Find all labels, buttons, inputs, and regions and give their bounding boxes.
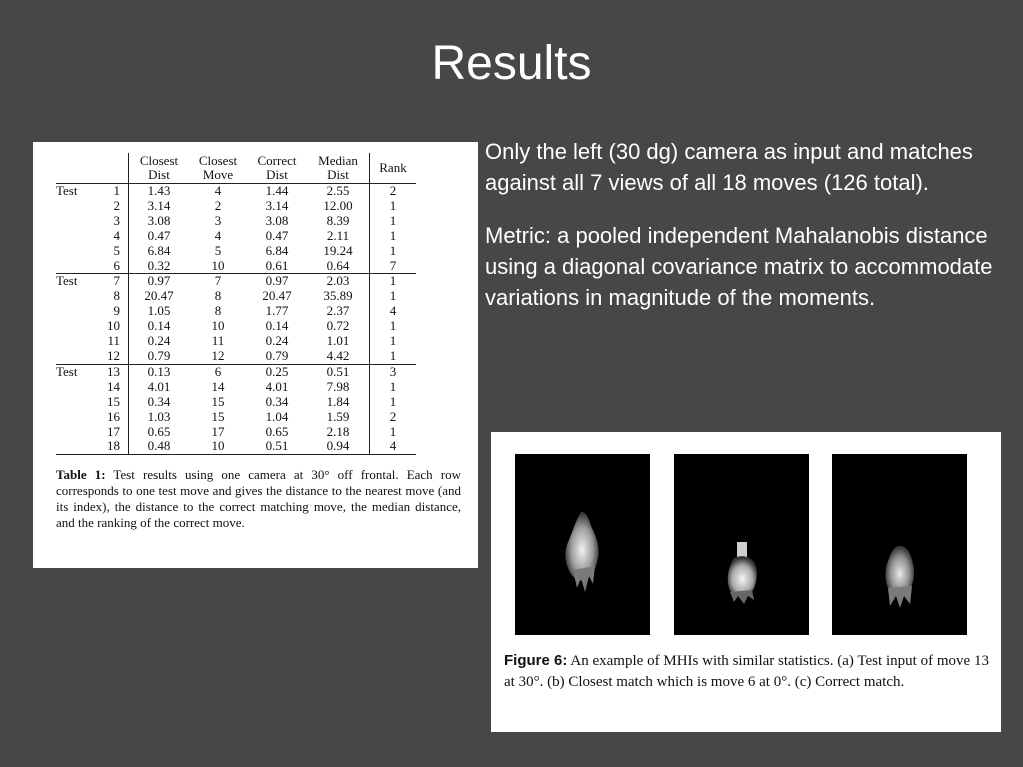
- rank-cell: 1: [370, 274, 417, 289]
- rank-cell: 1: [370, 289, 417, 304]
- closest-dist-cell: 20.47: [129, 289, 190, 304]
- row-label: [56, 380, 94, 395]
- table-body: [56, 184, 416, 455]
- paragraph-metric: Metric: a pooled independent Mahalanobis distance using a diagonal covariance matrix to accommodate variations in magnitude of the moments.: [485, 223, 993, 310]
- row-number: 17: [107, 423, 120, 439]
- closest-dist-cell: 0.48: [129, 439, 190, 454]
- correct-dist-cell: 0.25: [247, 364, 307, 379]
- row-number: 18: [94, 439, 129, 454]
- rank-cell: 1: [370, 244, 417, 259]
- table-row: [56, 410, 416, 425]
- row-label: [56, 395, 94, 410]
- results-table: [56, 153, 416, 455]
- row-number: 9: [113, 303, 120, 319]
- closest-dist-cell: 0.13: [129, 364, 190, 379]
- row-number: 16: [107, 408, 120, 424]
- median-dist-cell: 1.59: [326, 408, 350, 424]
- rank-cell: 2: [370, 184, 417, 199]
- rank-cell: 1: [370, 214, 417, 229]
- rank-cell: 1: [370, 334, 417, 349]
- closest-move-cell: 14: [211, 378, 225, 394]
- header-median-dist: Median Dist: [307, 153, 370, 184]
- correct-dist-cell: 20.47: [262, 288, 292, 304]
- median-dist-cell: 0.51: [307, 364, 370, 379]
- closest-move-cell: 10: [211, 257, 225, 273]
- median-dist-cell: 8.39: [326, 212, 350, 228]
- closest-move-cell: 15: [211, 393, 225, 409]
- row-number: 12: [107, 347, 120, 363]
- table-caption-label: Table 1:: [56, 467, 106, 482]
- correct-dist-cell: 0.14: [265, 318, 289, 334]
- row-number: 2: [113, 197, 120, 213]
- row-label: [56, 229, 94, 244]
- table-row: [56, 439, 416, 454]
- row-label: [56, 319, 94, 334]
- row-label: Test: [56, 364, 94, 379]
- correct-dist-cell: 0.65: [265, 423, 289, 439]
- table-row: [56, 395, 416, 410]
- rank-cell: 4: [370, 439, 417, 454]
- row-label: [56, 304, 94, 319]
- correct-dist-cell: 1.77: [265, 303, 289, 319]
- median-dist-cell: 19.24: [323, 242, 353, 258]
- closest-move-cell: 10: [189, 439, 247, 454]
- paragraph-input: Only the left (30 dg) camera as input and matches against all 7 views of all 18 moves (126 total).: [485, 139, 973, 195]
- row-number: 5: [113, 242, 120, 258]
- closest-move-cell: 7: [189, 274, 247, 289]
- row-label: [56, 244, 94, 259]
- row-label: [56, 259, 94, 274]
- closest-move-cell: 8: [214, 288, 222, 304]
- header-closest-move: Closest Move: [189, 153, 247, 184]
- closest-dist-cell: 0.65: [129, 425, 190, 440]
- rank-cell: 1: [370, 229, 417, 244]
- table-caption-text: Test results using one camera at 30° off frontal. Each row corresponds to one test move and gives the distance to the nearest move (and its index), the distance to the correct matching move, the median distance, and the ranking of the correct move.: [56, 467, 462, 530]
- correct-dist-cell: 0.24: [265, 333, 289, 349]
- correct-dist-cell: 6.84: [265, 242, 289, 258]
- mhi-image-c: [832, 454, 967, 635]
- row-label: [56, 214, 94, 229]
- row-number: 11: [107, 333, 120, 349]
- median-dist-cell: 0.72: [326, 318, 350, 334]
- rank-cell: 1: [370, 425, 417, 440]
- closest-move-cell: 4: [214, 227, 222, 243]
- closest-move-cell: 8: [214, 303, 222, 319]
- table-row: [56, 380, 416, 395]
- row-number: 3: [113, 212, 120, 228]
- row-number: 8: [113, 288, 120, 304]
- correct-dist-cell: 1.44: [265, 183, 289, 198]
- row-number: 1: [113, 183, 120, 198]
- row-label: [56, 199, 94, 214]
- closest-move-cell: 3: [214, 212, 222, 228]
- rank-cell: 4: [370, 304, 417, 319]
- correct-dist-cell: 0.79: [265, 347, 289, 363]
- correct-dist-cell: 4.01: [265, 378, 289, 394]
- median-dist-cell: 0.64: [326, 257, 350, 273]
- closest-dist-cell: 0.24: [129, 334, 190, 349]
- median-dist-cell: 35.89: [323, 288, 353, 304]
- closest-dist-cell: 0.97: [129, 274, 190, 289]
- header-closest-dist: Closest Dist: [129, 153, 190, 184]
- closest-dist-cell: 0.14: [129, 319, 190, 334]
- closest-dist-cell: 3.14: [129, 199, 190, 214]
- median-dist-cell: 0.94: [307, 439, 370, 454]
- row-number: 15: [107, 393, 120, 409]
- median-dist-cell: 12.00: [323, 197, 353, 213]
- closest-move-cell: 4: [214, 183, 222, 198]
- closest-move-cell: 15: [211, 408, 225, 424]
- row-number: 14: [107, 378, 120, 394]
- description-text: [485, 136, 1005, 335]
- row-label: Test: [56, 183, 78, 198]
- median-dist-cell: 2.37: [326, 303, 350, 319]
- table-row: [56, 364, 416, 379]
- closest-move-cell: 12: [211, 347, 225, 363]
- slide-title: Results: [431, 37, 592, 90]
- figure-caption-label: Figure 6:: [504, 652, 568, 669]
- median-dist-cell: 4.42: [326, 347, 350, 363]
- table-row: [56, 199, 416, 214]
- closest-dist-cell: 6.84: [129, 244, 190, 259]
- table-row: [56, 349, 416, 364]
- row-label: [56, 425, 94, 440]
- closest-dist-cell: 1.05: [129, 304, 190, 319]
- closest-move-cell: 2: [214, 197, 222, 213]
- table-row: [56, 304, 416, 319]
- table-header-row: [56, 153, 416, 184]
- correct-dist-cell: 0.61: [265, 257, 289, 273]
- closest-move-cell: 17: [211, 423, 225, 439]
- rank-cell: 1: [370, 319, 417, 334]
- table-row: [56, 274, 416, 289]
- closest-dist-cell: 1.03: [129, 410, 190, 425]
- rank-cell: 1: [370, 395, 417, 410]
- row-number: 6: [113, 257, 120, 273]
- closest-dist-cell: 3.08: [129, 214, 190, 229]
- correct-dist-cell: 0.97: [247, 274, 307, 289]
- table-row: [56, 259, 416, 274]
- figure-caption-text: An example of MHIs with similar statistics. (a) Test input of move 13 at 30°. (b) Closest match which is move 6 at 0°. (c) Correct match.: [504, 653, 989, 690]
- row-number: 4: [113, 227, 120, 243]
- row-number: 7: [94, 274, 129, 289]
- closest-dist-cell: 1.43: [129, 184, 190, 199]
- row-label: [56, 410, 94, 425]
- table-caption: [56, 467, 461, 531]
- closest-dist-cell: 0.79: [129, 349, 190, 364]
- table-row: [56, 229, 416, 244]
- figure-caption: [504, 650, 989, 693]
- row-number: 13: [94, 364, 129, 379]
- correct-dist-cell: 1.04: [265, 408, 289, 424]
- closest-dist-cell: 0.47: [129, 229, 190, 244]
- rank-cell: 1: [370, 199, 417, 214]
- header-rank: Rank: [370, 153, 417, 184]
- correct-dist-cell: 0.47: [265, 227, 289, 243]
- table-row: [56, 184, 416, 199]
- header-correct-dist: Correct Dist: [247, 153, 307, 184]
- closest-dist-cell: 0.34: [129, 395, 190, 410]
- mhi-image-a: [515, 454, 650, 635]
- row-number: 10: [107, 318, 120, 334]
- closest-move-cell: 10: [211, 318, 225, 334]
- median-dist-cell: 2.03: [307, 274, 370, 289]
- median-dist-cell: 2.11: [326, 227, 350, 243]
- rank-cell: 1: [370, 349, 417, 364]
- closest-move-cell: 6: [189, 364, 247, 379]
- correct-dist-cell: 0.51: [247, 439, 307, 454]
- correct-dist-cell: 3.08: [265, 212, 289, 228]
- row-label: [56, 334, 94, 349]
- median-dist-cell: 7.98: [326, 378, 350, 394]
- median-dist-cell: 1.84: [326, 393, 350, 409]
- table-row: [56, 425, 416, 440]
- row-label: [56, 289, 94, 304]
- correct-dist-cell: 0.34: [265, 393, 289, 409]
- table-row: [56, 334, 416, 349]
- results-table-figure: [33, 142, 478, 568]
- table-row: [56, 244, 416, 259]
- rank-cell: 7: [370, 259, 417, 274]
- median-dist-cell: 1.01: [326, 333, 350, 349]
- row-label: Test: [56, 274, 94, 289]
- rank-cell: 2: [370, 410, 417, 425]
- mhi-image-b: [674, 454, 809, 635]
- mhi-figure: [491, 432, 1001, 732]
- correct-dist-cell: 3.14: [265, 197, 289, 213]
- table-row: [56, 319, 416, 334]
- row-label: [56, 439, 94, 454]
- closest-dist-cell: 4.01: [129, 380, 190, 395]
- table-row: [56, 214, 416, 229]
- closest-move-cell: 11: [211, 333, 225, 349]
- row-label: [56, 349, 94, 364]
- median-dist-cell: 2.55: [326, 183, 350, 198]
- median-dist-cell: 2.18: [326, 423, 350, 439]
- closest-move-cell: 5: [214, 242, 222, 258]
- table-row: [56, 289, 416, 304]
- rank-cell: 3: [370, 364, 417, 379]
- rank-cell: 1: [370, 380, 417, 395]
- closest-dist-cell: 0.32: [129, 259, 190, 274]
